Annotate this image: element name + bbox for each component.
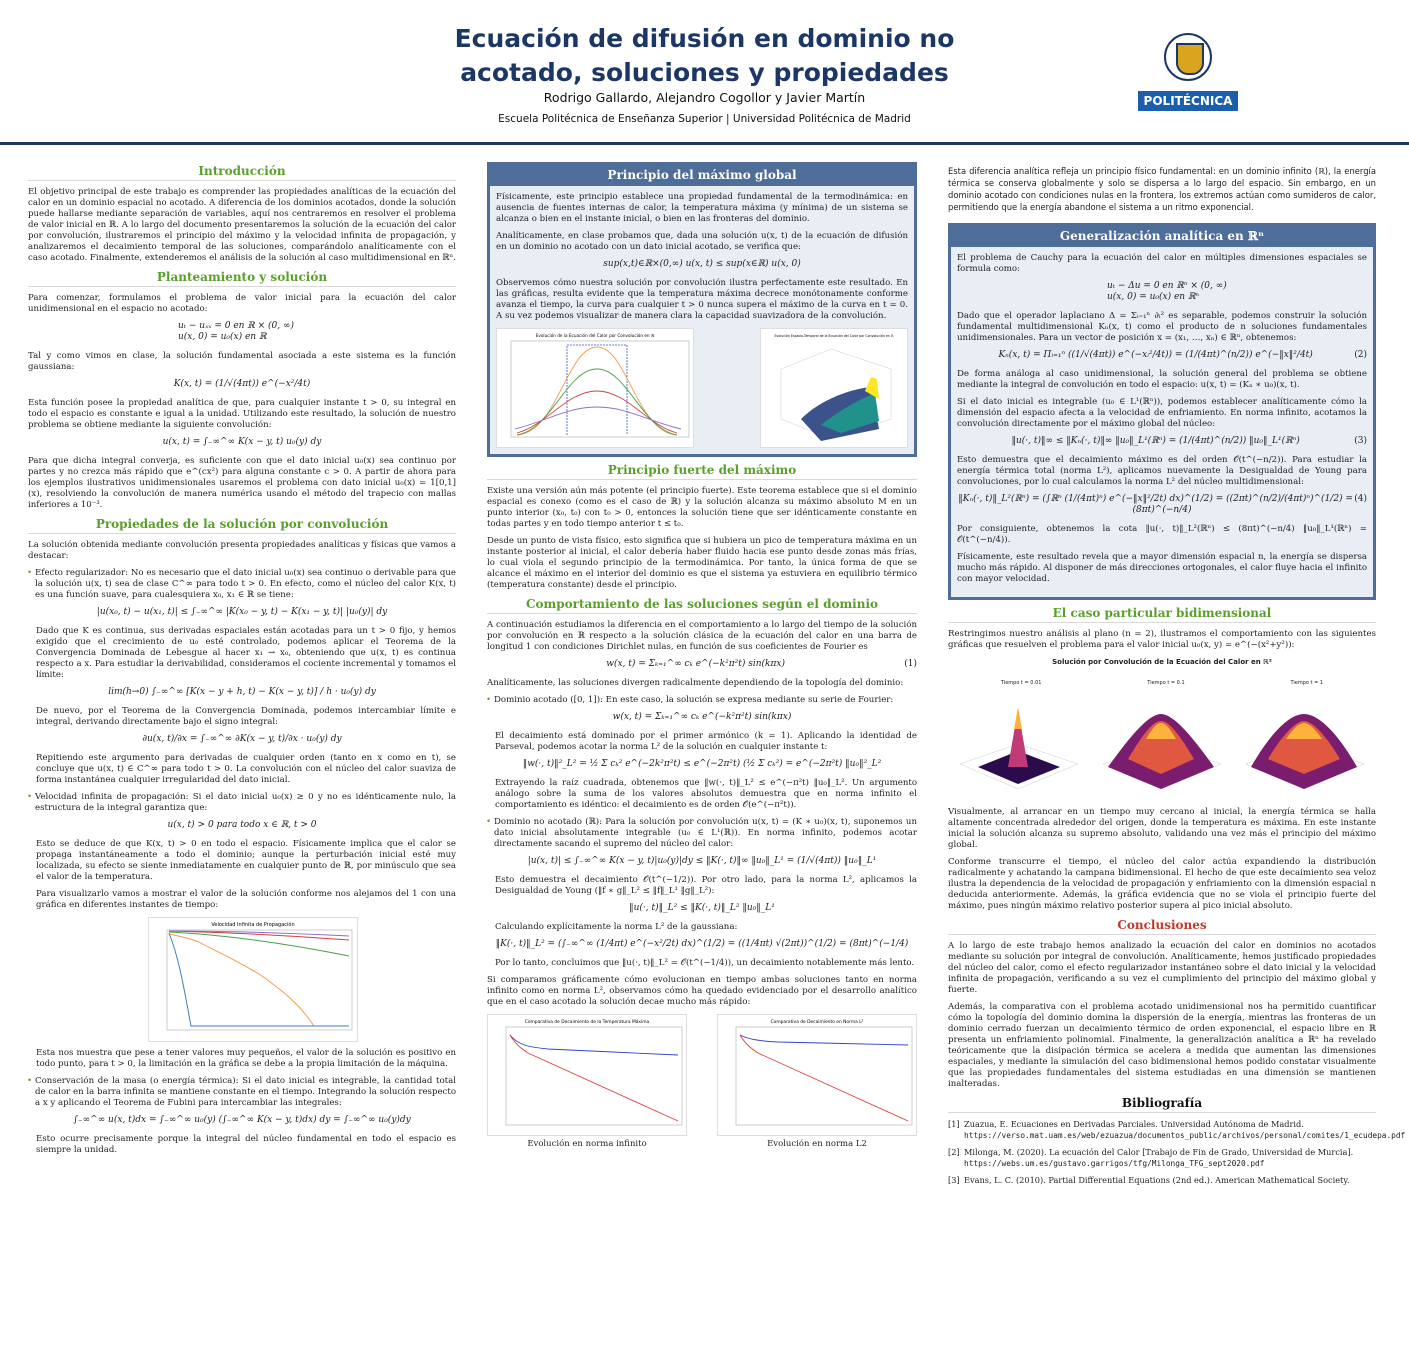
plan-text-2: Tal y como vimos en clase, la solución fundamental asociada a este sistema es la función gaussiana: [28, 351, 456, 372]
bib-text: Milonga, M. (2020). La ecuación del Calor [Trabajo de Fin de Grado, Universidad de Murcia]. [964, 1147, 1354, 1157]
equation-derivative: ∂u(x, t)/∂x = ∫₋∞^∞ ∂K(x − y, t)/∂x · u₀(y) dy [142, 734, 342, 744]
equation-text: Kₙ(x, t) = Πᵢ₌₁ⁿ ((1/√(4πt)) e^(−xᵢ²/4t)) = (1/(4πt)^(n/2)) e^(−‖x‖²/4t) [998, 350, 1313, 360]
plan-text-4: Para que dicha integral converja, es suficiente con que el dato inicial u₀(x) sea continuo por partes y no crezca más rápido que e^(cx²) para alguna constante c > 0. A partir de ahora para los ejemplos ilustrativos unidimensionales usaremos el problema con dato inicial u₀(x) = 1[0,1](x), resolviendo la convolución de manera numérica usando el método del trapecio con mallas inferiores a 10⁻³. [28, 456, 456, 510]
poster-header [0, 0, 1409, 145]
equation-fubini: ∫₋∞^∞ u(x, t)dx = ∫₋∞^∞ u₀(y) (∫₋∞^∞ K(x − y, t)dx) dy = ∫₋∞^∞ u₀(y)dy [73, 1115, 411, 1125]
section-heading-domain: Comportamiento de las soluciones según el dominio [487, 599, 917, 614]
bib-text: Evans, L. C. (2010). Partial Differential Equations (2nd ed.). American Mathematical Society. [964, 1175, 1350, 1185]
bib-entry [948, 1119, 1406, 1141]
subplot-title-2: Tiempo t = 0.1 [1147, 680, 1185, 686]
equation-gaussian-norm: ‖K(·, t)‖_L² = (∫₋∞^∞ (1/4πt) e^(−x²/2t) dx)^(1/2) = ((1/4πt) √(2πt))^(1/2) = (8πt)^(−1/4) [495, 939, 909, 949]
equation-sup: sup(x,t)∈ℝ×(0,∞) u(x, t) ≤ sup(x∈ℝ) u(x, 0) [603, 259, 801, 269]
strong-text-2: Desde un punto de vista físico, esto significa que si hubiera un pico de temperatura máxima en un instante posterior al inicial, el calor debería haber fluido hacia ese punto desde zonas más frías, lo cual viola el segundo principio de la termodinámica. Por tanto, la única forma de que se alcance el máximo en el interior del dominio es que el sistema ya estuviera en equilibrio térmico (temperatura constante) desde el principio. [487, 536, 917, 590]
equation-limit: lim(h→0) ∫₋∞^∞ [K(x − y + h, t) − K(x − y, t)] / h · u₀(y) dy [108, 687, 376, 697]
comp-text-6: Calculando explícitamente la norma L² de la gaussiana: [495, 922, 738, 932]
subplot-titles [948, 678, 1376, 689]
equation-line: u(x, 0) = u₀(x) en ℝ [178, 332, 267, 342]
comp-text-2: Analíticamente, las soluciones divergen radicalmente dependiendo de la topología del dominio: [487, 678, 904, 688]
intro-text: El objetivo principal de este trabajo es comprender las propiedades analíticas de la ecuación del calor en un dominio espacial no acotado. A diferencia de los dominios acotados, donde la solución puede hallarse mediante separación de variables, aquí nos centraremos en resolver el problema de valor inicial en ℝ. A lo largo del documento presentaremos la solución de la ecuación del calor por convolución, ilustraremos el principio del máximo y la velocidad infinita de propagación, y analizaremos el decaimiento temporal de las soluciones, comparándolo analíticamente con el caso acotado. Finalmente, extenderemos el análisis de la solución al caso multidimensional en ℝⁿ. [28, 187, 456, 263]
equation-number: (4) [1354, 494, 1367, 504]
box-figures [496, 328, 908, 448]
column-right [948, 165, 1406, 1192]
logo-text: POLITÉCNICA [1138, 91, 1238, 111]
equation-young: ‖u(·, t)‖_L² ≤ ‖K(·, t)‖_L² ‖u₀‖_L¹ [629, 903, 775, 913]
section-heading-2d: El caso particular bidimensional [948, 608, 1376, 623]
section-heading-conclusions: Conclusiones [948, 920, 1376, 935]
equation-fourier-series: w(x, t) = Σₖ₌₁^∞ cₖ e^(−k²π²t) sin(kπx) [612, 712, 792, 722]
plot-infinite-speed [149, 918, 357, 1041]
equation-line: u(x, 0) = u₀(x) en ℝⁿ [1107, 292, 1200, 302]
gen-text-1: El problema de Cauchy para la ecuación del calor en múltiples dimensiones espaciales se formula como: [957, 253, 1367, 274]
box-max-principle [487, 162, 917, 457]
gen-text-4: Si el dato inicial es integrable (u₀ ∈ L¹(ℝⁿ)), podemos establecer analíticamente cómo la dimensión del espacio afecta a la velocidad de enfriamiento. En norma infinito, acotamos la convolución directamente por el máximo global del núcleo: [957, 397, 1367, 429]
plot-title: Comparativa de Decaimiento en Norma L² [770, 1020, 864, 1025]
prop-text-3: De nuevo, por el Teorema de la Convergencia Dominada, podemos intercambiar límite e integral, derivando directamente bajo el signo integral: [36, 706, 456, 727]
section-heading-bibliography: Bibliografía [948, 1098, 1376, 1113]
prop-text-4: Repitiendo este argumento para derivadas de cualquier orden (tanto en x como en t), se concluye que u(x, t) ∈ C^∞ para todo t > 0. La convolución con el núcleo del calor suaviza de forma instantánea cualquier irregularidad del dato inicial. [36, 753, 456, 785]
comp-text-5: Esto demuestra el decaimiento 𝒪(t^(−1/2)). Por otro lado, para la norma L², aplicamos la Desigualdad de Young (‖f ∗ g‖_L² ≤ ‖f‖_L¹ ‖g‖_L²): [495, 875, 917, 896]
figure-frame [487, 1014, 687, 1136]
equation-continuity: |u(x₀, t) − u(x₁, t)| ≤ ∫₋∞^∞ |K(x₀ − y, t) − K(x₁ − y, t)| |u₀(y)| dy [96, 607, 388, 617]
plan-text-3: Esta función posee la propiedad analítica de que, para cualquier instante t > 0, su integral en todo el espacio es constante e igual a la unidad. Utilizando este resultado, la solución de nuestro problema se obtiene mediante la siguiente convolución: [28, 398, 456, 430]
header-divider [0, 142, 1409, 145]
gen-text-7: Físicamente, este resultado revela que a mayor dimensión espacial n, la energía se dispersa mucho más rápido. Al disponer de más direcciones ortogonales, el calor fluye hacia el infinito con mayor velocidad. [957, 552, 1367, 584]
bib-entry [948, 1175, 1376, 1186]
box-text-2: Analíticamente, en clase probamos que, dada una solución u(x, t) de la ecuación de difusión en un dominio no acotado con un dato inicial acotado, se verifica que: [496, 231, 908, 252]
section-heading-plan: Planteamiento y solución [28, 272, 456, 287]
plot-convolution [497, 329, 693, 447]
plot-2d-surfaces [948, 689, 1376, 804]
bib-number: [2] [948, 1147, 960, 1157]
section-heading-strong: Principio fuerte del máximo [487, 465, 917, 480]
plot-title: Evolución de la Ecuación del Calor por Convolución en ℝ [535, 333, 655, 338]
bullet-regularizer: • Efecto regularizador: No es necesario que el dato inicial u₀(x) sea continuo o derivable para que la solución u(x, t) sea de clase C^∞ para todo t > 0. En efecto, como el núcleo del calor K(x, t) es una función suave, para cualesquiera x₀, x₁ ∈ ℝ se tiene: [28, 568, 456, 601]
figure-convolution-evolution [496, 328, 694, 448]
intro-physics-text: Esta diferencia analítica refleja un principio físico fundamental: en un dominio infinito (ℝ), la energía térmica se conserva globalmente y solo se dispersa a lo largo del espacio. Sin embargo, en un dominio acotado con condiciones nulas en la frontera, los extremos actúan como sumideros de calor, permitiendo que la energía abandone el sistema a un ritmo exponencial. [948, 166, 1376, 212]
equation-text: ‖Kₙ(·, t)‖_L²(ℝⁿ) = (∫ℝⁿ (1/(4πt)ⁿ) e^(−‖x‖²/2t) dx)^(1/2) = ((2πt)^(n/2)/(4πt)ⁿ)^(1/2) = (8πt)^(−n/4) [958, 494, 1353, 515]
equation-positive: u(x, t) > 0 para todo x ∈ ℝ, t > 0 [167, 820, 317, 830]
prop-text-6: Para visualizarlo vamos a mostrar el valor de la solución conforme nos alejamos del 1 con una gráfica en diferentes instantes de tiempo: [36, 889, 456, 910]
plot-title: Velocidad Infinita de Propagación [211, 922, 295, 928]
comp-text-4: Extrayendo la raíz cuadrada, obtenemos que ‖w(·, t)‖_L² ≤ e^(−π²t) ‖u₀‖_L². Un argumento análogo sobre la suma de los valores absolutos demuestra que en norma infinito el comportamiento es idéntico: el decaimiento es de orden 𝒪(e^(−π²t)). [495, 778, 917, 810]
prop-text-5: Esto se deduce de que K(x, t) > 0 en todo el espacio. Físicamente implica que el calor se propaga instantáneamente a todo el dominio; aunque la perturbación inicial esté muy localizada, su efecto se siente inmediatamente en cualquier punto de ℝ, por minúsculo que sea el valor de la temperatura. [36, 839, 456, 882]
equation-text: w(x, t) = Σₖ₌₁^∞ cₖ e^(−k²π²t) sin(kπx) [606, 659, 785, 669]
equation-kernel: K(x, t) = (1/√(4πt)) e^(−x²/4t) [173, 379, 311, 389]
box-heading: Principio del máximo global [490, 165, 914, 186]
comp-text-8: Si comparamos gráficamente cómo evolucionan en tiempo ambas soluciones tanto en norma infinito como en norma L², observamos cómo ha quedado evidenciado por el desarrollo analítico que en el caso acotado la solución decae mucho más rápido: [487, 975, 917, 1007]
prop-text-7: Esta nos muestra que pese a tener valores muy pequeños, el valor de la solución es positivo en todo punto, para t > 0, la limitación en la gráfica se debe a la propia limitación de la máquina. [36, 1048, 456, 1069]
plot-surface [761, 329, 907, 447]
figure-caption-inf: Evolución en norma infinito [527, 1139, 647, 1149]
figure-space-time-surface [760, 328, 908, 448]
bib-link[interactable]: https://webs.um.es/gustavo.garrigos/tfg/Milonga_TFG_sept2020.pdf [964, 1159, 1265, 1168]
gen-text-5: Esto demuestra que el decaimiento máximo es del orden 𝒪(t^(−n/2)). Para estudiar la energía térmica total (norma L²), aplicamos nuevamente la Desigualdad de Young para convoluciones, por lo cual calculamos la norma L² del núcleo multidimensional: [957, 455, 1367, 487]
comp-text-3: El decaimiento está dominado por el primer armónico (k = 1). Aplicando la identidad de Parseval, podemos acotar la norma L² de la solución en cualquier instante t: [495, 731, 917, 752]
figure-decay-l2 [717, 1014, 917, 1150]
equation-l2-n [957, 494, 1367, 516]
plot-title: Comparativa de Decaimiento de la Temperatura Máxima [524, 1020, 650, 1025]
equation-parseval: ‖w(·, t)‖²_L² = ½ Σ cₖ² e^(−2k²π²t) ≤ e^(−2π²t) (½ Σ cₖ²) = e^(−2π²t) ‖u₀‖²_L² [522, 759, 882, 769]
equation-kernel-n [957, 350, 1367, 361]
plot-decay-l2 [718, 1015, 916, 1135]
prop-text-2: Dado que K es continua, sus derivadas espaciales están acotadas para un t > 0 fijo, y hemos exigido que el crecimiento de u₀ esté controlado, podemos aplicar el Teorema de la Convergencia Dominada de Lebesgue al hacer x₁ → x₀, obteniendo que u(x, t) es continua respecto a x. Para estudiar la derivabilidad, consideramos el cociente incremental y tomamos el límite: [36, 626, 456, 680]
gen-text-2: Dado que el operador laplaciano Δ = Σᵢ₌₁ⁿ ∂ᵢ² es separable, podemos construir la solución fundamental multidimensional Kₙ(x, t) como el producto de n soluciones fundamentales unidimensionales. Para un vector de posición x = (x₁, …, xₙ) ∈ ℝⁿ, obtenemos: [957, 311, 1367, 343]
plot-decay-inf [488, 1015, 686, 1135]
gen-text-3: De forma análoga al caso unidimensional, la solución general del problema se obtiene mediante la integral de convolución en todo el espacio: u(x, t) = (Kₙ ∗ u₀)(x, t). [957, 369, 1367, 390]
figure-2d-surfaces [948, 657, 1376, 807]
bib-entry [948, 1147, 1376, 1169]
column-middle [487, 162, 917, 1150]
upm-logo [1138, 33, 1238, 113]
plot-title: Evolución Espacio-Temporal de la Ecuación del Calor por Convolución en ℝ [774, 334, 894, 338]
conc-text-1: A lo largo de este trabajo hemos analizado la ecuación del calor en dominios no acotados mediante su solución por integral de convolución. Analíticamente, hemos justificado propiedades del núcleo del calor, como el efecto regularizador instantáneo sobre el dato inicial y la velocidad infinita de propagación, verificando a su vez el cumplimiento del principio del máximo global y fuerte. [948, 941, 1376, 995]
section-heading-properties: Propiedades de la solución por convolución [28, 519, 456, 534]
affiliation: Escuela Politécnica de Enseñanza Superior | Universidad Politécnica de Madrid [498, 113, 911, 125]
biv-text-1: Restringimos nuestro análisis al plano (n = 2), ilustramos el comportamiento con las siguientes gráficas que resuelven el problema para el valor inicial u₀(x, y) = e^(−(x²+y²)): [948, 629, 1376, 650]
box-heading: Generalización analítica en ℝⁿ [951, 226, 1373, 247]
conc-text-2: Además, la comparativa con el problema acotado unidimensional nos ha permitido cuantificar cómo la topología del dominio domina la dispersión de la energía, mientras las fronteras de un dominio cerrado fuerzan un decaimiento térmico de orden exponencial, el espacio libre en ℝ presenta un enfriamiento polinomial. Finalmente, la generalización analítica a ℝⁿ ha revelado teóricamente que la disipación térmica se acelera a medida que aumentan las dimensiones espaciales, y mediante la simulación del caso bidimensional hemos podido constatar visualmente que las propiedades fundamentales del sistema estudiadas en una dimensión se mantienen inalteradas. [948, 1002, 1376, 1089]
biv-text-2: Visualmente, al arrancar en un tiempo muy cercano al inicial, la energía térmica se halla altamente concentrada alrededor del origen, donde la temperatura es máxima. En este instante inicial la solución alcanza su supremo absoluto, validando una vez más el principio del máximo global. [948, 807, 1376, 850]
equation-cauchy [957, 281, 1367, 303]
subplot-title-3: Tiempo t = 1 [1290, 680, 1324, 686]
equation-line: uₜ − Δu = 0 en ℝⁿ × (0, ∞) [1107, 281, 1227, 291]
strong-text-1: Existe una versión aún más potente (el principio fuerte). Este teorema establece que si el dominio espacial es conexo (como es el caso de ℝ) y la solución alcanza su máximo absoluto M en un punto interior (x₀, t₀) con t₀ > 0, entonces la solución tiene que ser idénticamente constante en todas partes y en todo tiempo anterior t ≤ t₀. [487, 486, 917, 529]
figure-title: Solución por Convolución de la Ecuación del Calor en ℝ² [1052, 658, 1272, 666]
comp-text-7: Por lo tanto, concluimos que ‖u(·, t)‖_L² = 𝒪(t^(−1/4)), un decaimiento notablemente más lento. [495, 958, 915, 968]
subplot-title-1: Tiempo t = 0.01 [1000, 680, 1042, 686]
figure-frame [717, 1014, 917, 1136]
equation-sup-n [957, 436, 1367, 447]
seal-icon [1164, 33, 1212, 81]
authors: Rodrigo Gallardo, Alejandro Cogollor y Javier Martín [543, 90, 866, 105]
prop-text-8: Esto ocurre precisamente porque la integral del núcleo fundamental en todo el espacio es siempre la unidad. [36, 1134, 456, 1155]
figure-caption-l2: Evolución en norma L2 [767, 1139, 867, 1149]
comp-text-1: A continuación estudiamos la diferencia en el comportamiento a lo largo del tiempo de la solución por convolución en ℝ respecto a la solución clásica de la ecuación del calor en una barra de longitud 1 con condiciones Dirichlet nulas, en función de sus coeficientes de Fourier es [487, 620, 917, 652]
bib-number: [1] [948, 1119, 960, 1129]
equation-convolution: u(x, t) = ∫₋∞^∞ K(x − y, t) u₀(y) dy [162, 437, 322, 447]
section-heading-intro: Introducción [28, 166, 456, 181]
figure-decay-inf [487, 1014, 687, 1150]
equation-fourier [487, 659, 917, 670]
prop-text-1: La solución obtenida mediante convolución presenta propiedades analíticas y físicas que vamos a destacar: [28, 540, 456, 561]
equation-number: (3) [1354, 436, 1367, 446]
biv-text-3: Conforme transcurre el tiempo, el núcleo del calor actúa expandiendo la distribución radicalmente y achatando la campana bidimensional. El hecho de que este decaimiento sea veloz ilustra la dependencia de la velocidad de propagación y enfriamiento con la dimensión espacial n deducida anteriormente. Además, la gráfica evidencia que no se viola el principio fuerte del máximo, pues ningún máximo relativo posterior supera al pico inicial absoluto. [948, 857, 1376, 911]
box-generalization [948, 223, 1376, 600]
equation-sup-bound: |u(x, t)| ≤ ∫₋∞^∞ K(x − y, t)|u₀(y)|dy ≤ ‖K(·, t)‖∞ ‖u₀‖_L¹ = (1/√(4πt)) ‖u₀‖_L¹ [527, 856, 877, 866]
box-text-1: Físicamente, este principio establece una propiedad fundamental de la termodinámica: en ausencia de fuentes internas de calor, la temperatura máxima (y mínima) de un sistema se alcanza o bien en el instante inicial, o bien en las fronteras del dominio. [496, 192, 908, 224]
title-line-1: Ecuación de difusión en dominio no [454, 24, 955, 53]
column-left [28, 158, 456, 1162]
bullet-bounded: • Dominio acotado ([0, 1]): En este caso, la solución se expresa mediante su serie de Fourier: [487, 695, 917, 706]
bib-link[interactable]: https://verso.mat.uam.es/web/ezuazua/documentos_public/archivos/personal/comites/1_ecudepa.pdf [964, 1131, 1406, 1140]
poster-title [300, 22, 1109, 90]
plan-text-1: Para comenzar, formulamos el problema de valor inicial para la ecuación del calor unidimensional en el espacio no acotado: [28, 293, 456, 314]
title-line-2: acotado, soluciones y propiedades [460, 58, 949, 87]
bib-text: Zuazua, E. Ecuaciones en Derivadas Parciales. Universidad Autónoma de Madrid. [964, 1119, 1304, 1129]
figure-infinite-speed [148, 917, 358, 1042]
equation-number: (2) [1354, 350, 1367, 360]
box-text-3: Observemos cómo nuestra solución por convolución ilustra perfectamente este resultado. En las gráficas, resulta evidente que la temperatura máxima decrece monótonamente conforme avanza el tiempo, la curva para cualquier t > 0 nunca supera el máximo de la curva en t = 0. A su vez podemos visualizar de manera clara la capacidad suavizadora de la convolución. [496, 278, 908, 321]
equation-number: (1) [904, 659, 917, 669]
equation-text: ‖u(·, t)‖∞ ≤ ‖Kₙ(·, t)‖∞ ‖u₀‖_L¹(ℝⁿ) = (1/(4πt)^(n/2)) ‖u₀‖_L¹(ℝⁿ) [1011, 436, 1300, 446]
equation-problem [28, 321, 456, 343]
equation-line: uₜ − uₓₓ = 0 en ℝ × (0, ∞) [178, 321, 295, 331]
decay-figures [487, 1014, 917, 1150]
gen-text-6: Por consiguiente, obtenemos la cota ‖u(·, t)‖_L²(ℝⁿ) ≤ (8πt)^(−n/4) ‖u₀‖_L¹(ℝⁿ) = 𝒪(t^(−n/4)). [957, 524, 1367, 545]
bullet-mass-conservation: • Conservación de la masa (o energía térmica): Si el dato inicial es integrable, la cantidad total de calor en la barra infinita se mantiene constante en el tiempo. Integrando la solución respecto a x y aplicando el Teorema de Fubini para intercambiar las integrales: [28, 1076, 456, 1109]
bib-number: [3] [948, 1175, 960, 1185]
bullet-infinite-speed: • Velocidad infinita de propagación: Si el dato inicial u₀(x) ≥ 0 y no es idénticamente nulo, la estructura de la integral garantiza que: [28, 792, 456, 814]
bullet-unbounded: • Dominio no acotado (ℝ): Para la solución por convolución u(x, t) = (K ∗ u₀)(x, t), suponemos un dato inicial absolutamente integrable (u₀ ∈ L¹(ℝ)). En norma infinito, podemos acotar directamente sacando el supremo del núcleo del calor: [487, 817, 917, 850]
